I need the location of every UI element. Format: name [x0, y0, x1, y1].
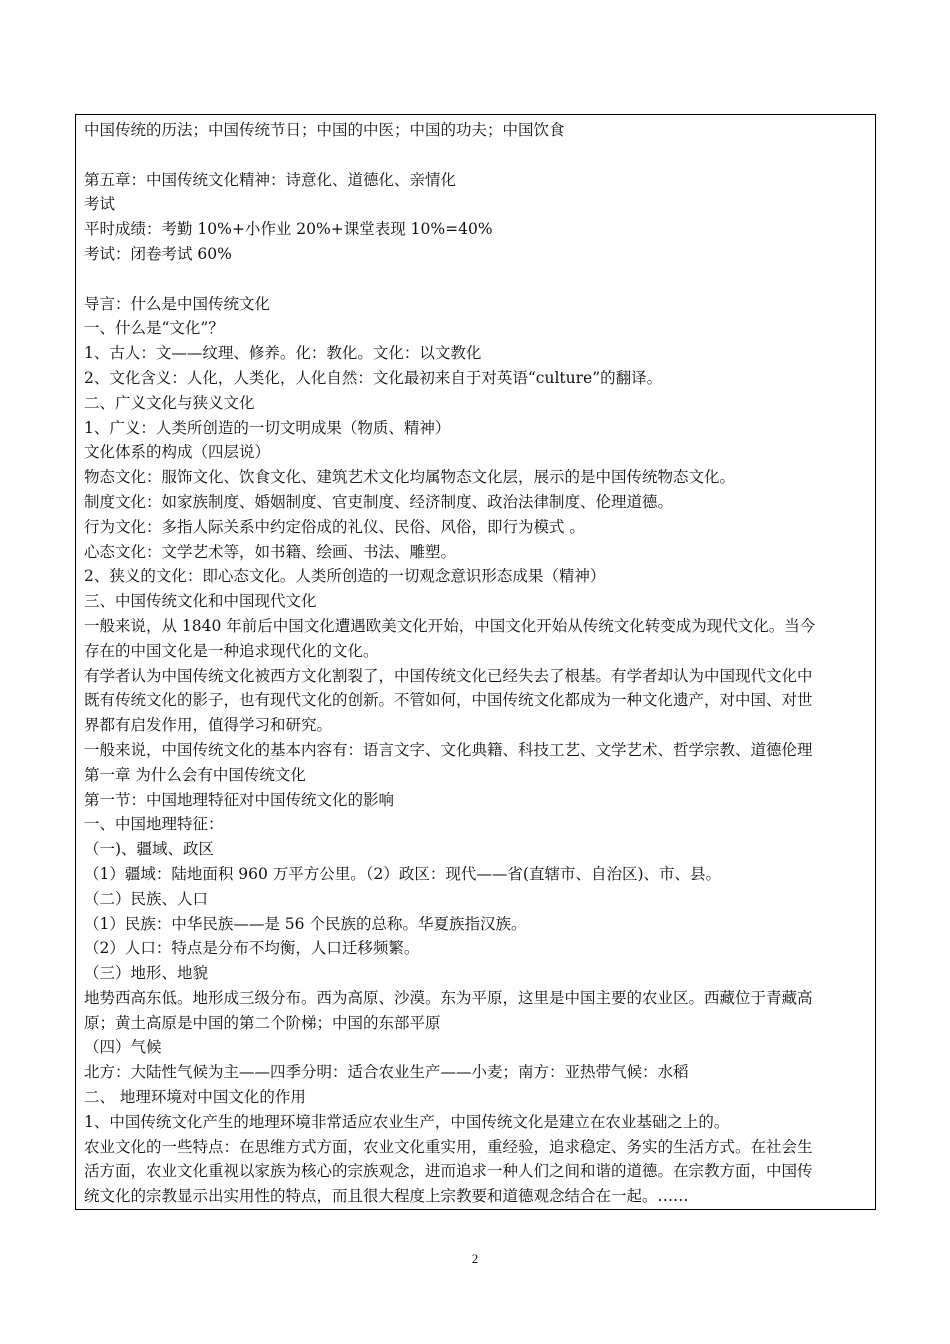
text-line: 考试	[84, 195, 116, 214]
text-line: 农业文化的一些特点：在思维方式方面，农业文化重实用，重经验，追求稳定、务实的生活方式。在社会生	[84, 1137, 813, 1156]
text-line: 一、什么是“文化”？	[84, 319, 224, 338]
text-line: 二、广义文化与狭义文化	[84, 393, 255, 412]
text-line: 制度文化：如家族制度、婚姻制度、官吏制度、经济制度、政治法律制度、伦理道德。	[84, 492, 674, 511]
text-line: 1、中国传统文化产生的地理环境非常适应农业生产，中国传统文化是建立在农业基础之上的。	[84, 1112, 730, 1131]
text-line: 心态文化：文学艺术等，如书籍、绘画、书法、雕塑。	[84, 542, 457, 561]
text-line: 二、 地理环境对中国文化的作用	[84, 1088, 306, 1107]
text-line: （三）地形、地貌	[84, 964, 209, 983]
blank-line	[84, 267, 870, 292]
text-line: 导言：什么是中国传统文化	[84, 294, 271, 313]
text-line: （1）民族：中华民族——是 56 个民族的总称。华夏族指汉族。	[84, 914, 527, 933]
text-line: 2、文化含义：人化，人类化，人化自然：文化最初来自于对英语“culture”的翻译。	[84, 368, 663, 387]
text-line: 有学者认为中国传统文化被西方文化割裂了，中国传统文化已经失去了根基。有学者却认为中国现代文化中	[84, 666, 813, 685]
text-line: 统文化的宗教显示出实用性的特点，而且很大程度上宗教要和道德观念结合在一起。……	[84, 1187, 689, 1206]
text-line: 1、古人：文——纹理、修养。化：教化。文化：以文教化	[84, 344, 482, 363]
text-line: 第一节：中国地理特征对中国传统文化的影响	[84, 790, 395, 809]
text-line: 活方面，农业文化重视以家族为核心的宗族观念，进而追求一种人们之间和谐的道德。在宗教方面，中国传	[84, 1162, 813, 1181]
text-line: 第五章：中国传统文化精神：诗意化、道德化、亲情化	[84, 170, 457, 189]
text-line: 北方：大陆性气候为主——四季分明：适合农业生产——小麦；南方：亚热带气候：水稻	[84, 1063, 689, 1082]
text-line: 物态文化：服饰文化、饮食文化、建筑艺术文化均属物态文化层，展示的是中国传统物态文化。	[84, 468, 736, 487]
text-line: 考试：闭卷考试 60%	[84, 244, 232, 263]
text-line: （四）气候	[84, 1038, 162, 1057]
text-line: 中国传统的历法；中国传统节日；中国的中医；中国的功夫；中国饮食	[84, 121, 565, 139]
text-line: 2、狭义的文化：即心态文化。人类所创造的一切观念意识形态成果（精神）	[84, 567, 606, 586]
text-line: 地势西高东低。地形成三级分布。西为高原、沙漠。东为平原，这里是中国主要的农业区。西藏位于青藏高	[84, 988, 813, 1007]
text-line: 原；黄土高原是中国的第二个阶梯；中国的东部平原	[84, 1013, 441, 1032]
text-line: 平时成绩：考勤 10%+小作业 20%+课堂表现 10%=40%	[84, 220, 493, 239]
text-line: 一、中国地理特征：	[84, 815, 224, 834]
text-line: 行为文化：多指人际关系中约定俗成的礼仪、民俗、风俗，即行为模式 。	[84, 517, 585, 536]
text-line: （一)、疆域、政区	[84, 840, 215, 859]
blank-line	[84, 143, 870, 168]
text-line: 第一章 为什么会有中国传统文化	[84, 765, 306, 784]
text-line: 文化体系的构成（四层说）	[84, 443, 271, 462]
text-line: （1）疆域：陆地面积 960 万平方公里。（2）政区：现代——省(直辖市、自治区)、市、县。	[84, 864, 722, 883]
text-line: 一般来说，从 1840 年前后中国文化遭遇欧美文化开始，中国文化开始从传统文化转变成为现代文化。当今	[84, 616, 816, 635]
text-line: 界都有启发作用，值得学习和研究。	[84, 716, 333, 735]
text-line: （二）民族、人口	[84, 889, 209, 908]
text-line: 三、中国传统文化和中国现代文化	[84, 592, 317, 611]
text-line: （2）人口：特点是分布不均衡，人口迁移频繁。	[84, 939, 420, 958]
page-number: 2	[471, 1251, 479, 1266]
text-line: 存在的中国文化是一种追求现代化的文化。	[84, 641, 379, 660]
text-line: 1、广义：人类所创造的一切文明成果（物质、精神）	[84, 418, 451, 437]
text-line: 一般来说，中国传统文化的基本内容有：语言文字、文化典籍、科技工艺、文学艺术、哲学宗教、道德伦理	[84, 740, 813, 759]
document-body	[84, 118, 870, 1209]
text-line: 既有传统文化的影子，也有现代文化的创新。不管如何，中国传统文化都成为一种文化遗产，对中国、对世	[84, 691, 813, 710]
